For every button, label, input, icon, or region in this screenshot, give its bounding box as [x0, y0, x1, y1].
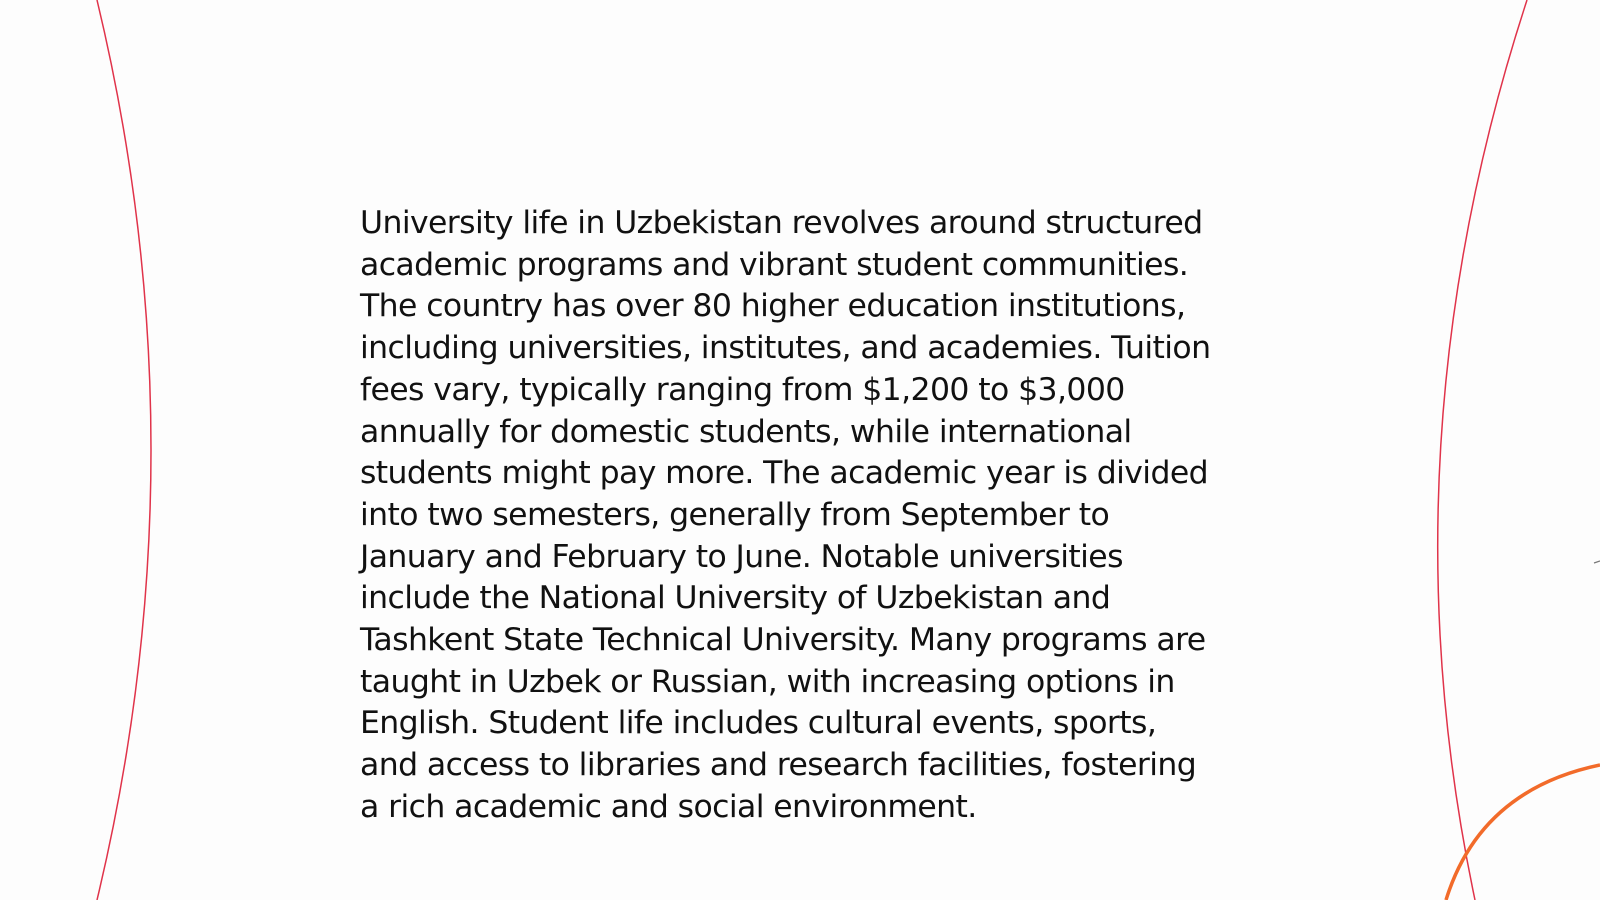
small-tick-mark	[1594, 561, 1600, 563]
right-curve-line	[1438, 0, 1527, 900]
slide-body-text: University life in Uzbekistan revolves around structured academic programs and vibrant student communities. The country has over 80 higher education institutions, including universities, institutes, and academies. Tuition fees vary, typically ranging from $1,200 to $3,000 annually for domestic students, while international students might pay more. The academic year is divided into two semesters, generally from September to January and February to June. Notable universities include the National University of Uzbekistan and Tashkent State Technical University. Many programs are taught in Uzbek or Russian, with increasing options in English. Student life includes cultural events, sports, and access to libraries and research facilities, fostering a rich academic and social environment.	[360, 205, 1211, 825]
orange-accent-arc	[1446, 765, 1600, 900]
left-curve-line	[97, 0, 151, 900]
